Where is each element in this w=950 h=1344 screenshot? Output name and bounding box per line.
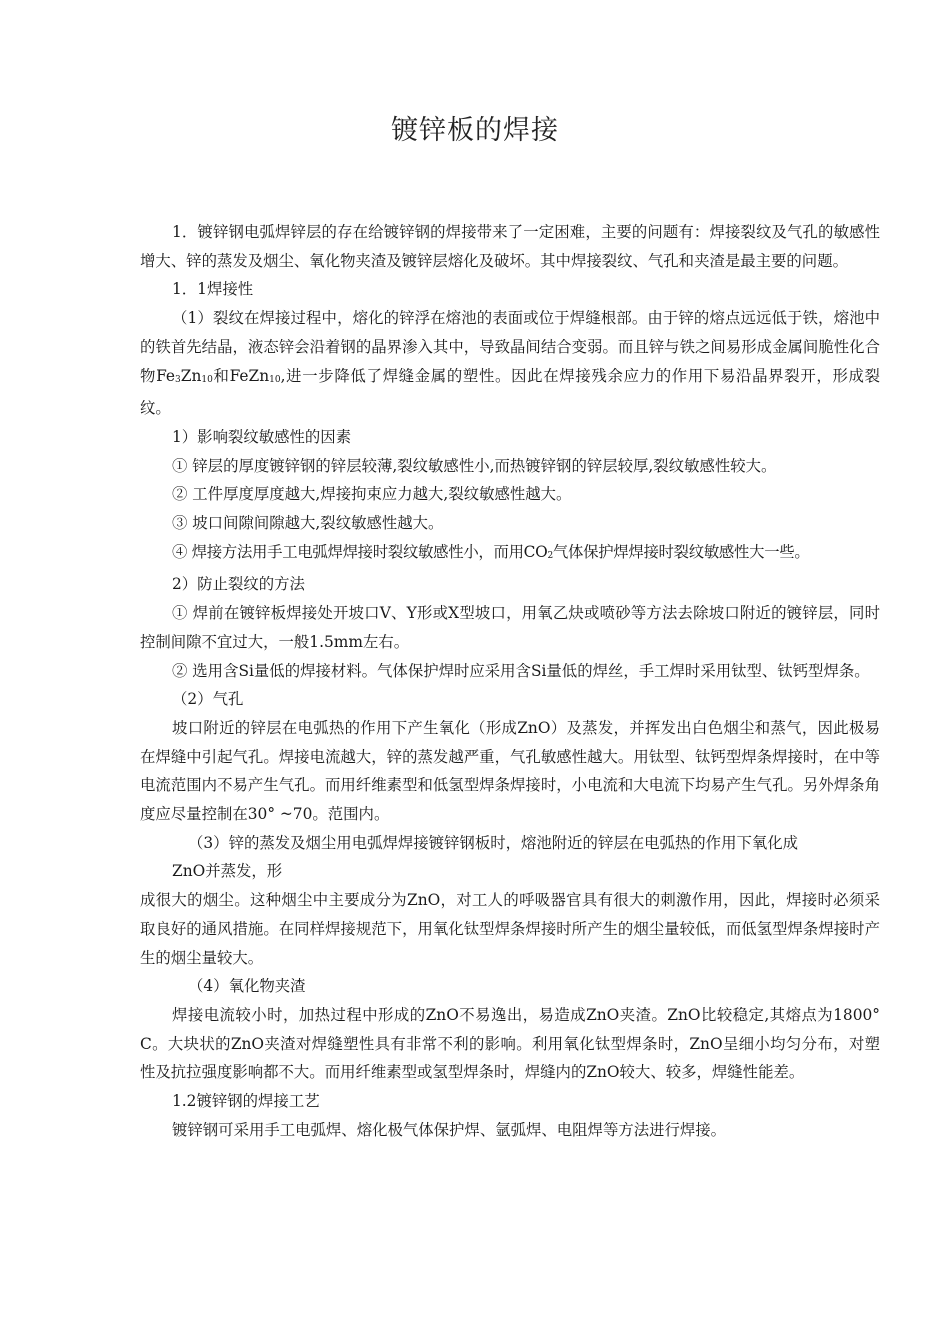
prevention-item-2: ② 选用含Si量低的焊接材料。气体保护焊时应采用含Si量低的焊丝，手工焊时采用钛型、钛钙型焊条。 [172, 661, 870, 680]
factor-item-4-text-b: 气体保护焊焊接时裂纹敏感性大一些。 [552, 542, 810, 561]
heading-crack-factors: 1）影响裂纹敏感性的因素 [172, 427, 352, 446]
crack-paragraph [140, 304, 880, 423]
formula-and: 和 [212, 366, 230, 385]
document-body [140, 218, 880, 1145]
factor-item-3: ③ 坡口间隙间隙越大,裂纹敏感性越大。 [172, 514, 444, 533]
factor-item-1: ① 锌层的厚度镀锌钢的锌层较薄,裂纹敏感性小,而热镀锌钢的锌层较厚,裂纹敏感性较大。 [172, 456, 777, 475]
formula-fezn: FeZn [229, 366, 270, 385]
heading-porosity: （2）气孔 [172, 690, 244, 709]
factor-item-4 [140, 538, 880, 571]
heading-crack-prevention: 2）防止裂纹的方法 [172, 575, 305, 594]
formula-fe-subscript: 3 [175, 374, 181, 385]
intro-paragraph: 1．镀锌钢电弧焊锌层的存在给镀锌钢的焊接带来了一定困难，主要的问题有：焊接裂纹及气孔的敏感性增大、锌的蒸发及烟尘、氧化物夹渣及镀锌层熔化及破坏。其中焊接裂纹、气孔和夹渣是最主要的问题。 [140, 223, 880, 270]
co2-subscript: 2 [547, 550, 553, 561]
document-title: 镀锌板的焊接 [391, 115, 559, 146]
formula-zn: Zn [180, 366, 202, 385]
heading-oxide-inclusion: （4）氧化物夹渣 [188, 977, 306, 996]
process-paragraph: 镀锌钢可采用手工电弧焊、熔化极气体保护焊、氩弧焊、电阻焊等方法进行焊接。 [172, 1120, 727, 1139]
prevention-item-1: ① 焊前在镀锌板焊接处开坡口V、Y形或X型坡口，用氧乙炔或喷砂等方法去除坡口附近的镀锌层，同时控制间隙不宜过大，一般1.5mm左右。 [140, 604, 880, 651]
section-heading-weldability: 1．1焊接性 [172, 280, 254, 299]
oxide-paragraph: 焊接电流较小时，加热过程中形成的ZnO不易逸出，易造成ZnO夹渣。ZnO比较稳定,其熔点为1800° C。大块状的ZnO夹渣对焊缝塑性具有非常不利的影响。利用氧化钛型焊条时，ZnO呈细小均匀分布，对塑性及抗拉强度影响都不大。而用纤维素型或氢型焊条时，焊缝内的ZnO较大、较多，焊缝性能差。 [140, 1005, 880, 1082]
formula-fezn-subscript: 10 [269, 374, 281, 385]
factor-item-4-text-a: ④ 焊接方法用手工电弧焊焊接时裂纹敏感性小，而用CO [172, 542, 548, 561]
fume-paragraph-rest: 成很大的烟尘。这种烟尘中主要成分为ZnO，对工人的呼吸器官具有很大的刺激作用，因此，焊接时必须采取良好的通风措施。在同样焊接规范下，用氧化钛型焊条焊接时所产生的烟尘量较低，而低氢型焊条焊接时产生的烟尘量较大。 [140, 891, 880, 967]
fume-paragraph-line-1: （3）锌的蒸发及烟尘用电弧焊焊接镀锌钢板时，熔池附近的锌层在电弧热的作用下氧化成 [188, 833, 799, 852]
section-heading-process: 1.2镀锌钢的焊接工艺 [172, 1092, 320, 1111]
crack-text-a: （1）裂纹在焊接过程中，熔化的锌浮在熔池的表面或位于焊缝根部。由于锌的熔点远远低于铁，熔池中的铁首先结晶，液态锌会沿着钢的晶界渗入其中，导致晶间结合变弱。而且锌与铁之间易形成金属间脆性化合物 [140, 309, 880, 385]
factor-item-2: ② 工件厚度厚度越大,焊接拘束应力越大,裂纹敏感性越大。 [172, 485, 572, 504]
porosity-paragraph: 坡口附近的锌层在电弧热的作用下产生氧化（形成ZnO）及蒸发，并挥发出白色烟尘和蒸气，因此极易在焊缝中引起气孔。焊接电流越大，锌的蒸发越严重，气孔敏感性越大。用钛型、钛钙型焊条焊接时，在中等电流范围内不易产生气孔。而用纤维素型和低氢型焊条焊接时，小电流和大电流下均易产生气孔。另外焊条角度应尽量控制在30° ~70。范围内。 [140, 718, 880, 824]
formula-zn-subscript: 10 [201, 374, 213, 385]
fume-paragraph-line-2: ZnO并蒸发，形 [172, 862, 283, 881]
formula-fe: Fe [156, 366, 176, 385]
crack-text-b: ,进一步降低了焊缝金属的塑性。因此在焊接残余应力的作用下易沿晶界裂开，形成裂纹。 [140, 366, 880, 418]
